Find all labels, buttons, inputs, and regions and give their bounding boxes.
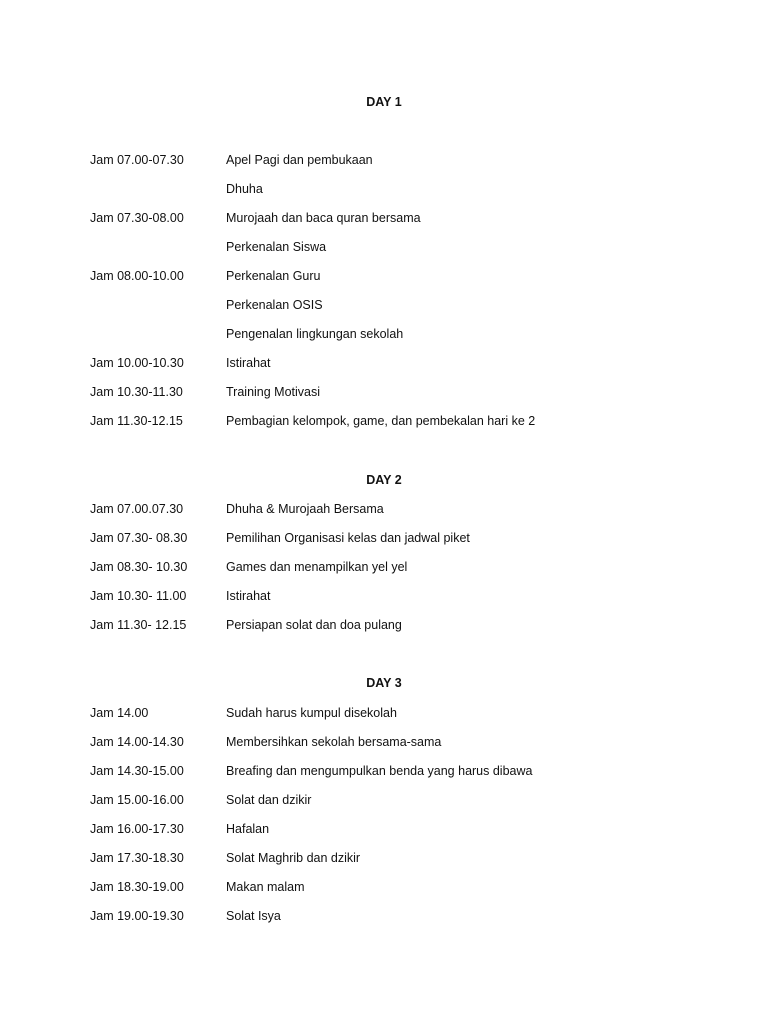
schedule-row: [90, 792, 710, 808]
schedule-row: [90, 588, 710, 604]
time-slot: Jam 07.30- 08.30: [90, 531, 188, 545]
activity: Solat dan dzikir: [226, 793, 312, 807]
schedule-row: [90, 734, 710, 750]
schedule-row: [90, 268, 710, 284]
time-slot: Jam 07.00.07.30: [90, 502, 184, 516]
activity: Murojaah dan baca quran bersama: [226, 211, 421, 225]
activity: Istirahat: [226, 356, 271, 370]
schedule-row: [90, 705, 710, 721]
schedule-row: [90, 501, 710, 517]
time-slot: Jam 14.00-14.30: [90, 735, 184, 749]
time-slot: Jam 16.00-17.30: [90, 822, 184, 836]
day2-heading: DAY 2: [366, 473, 402, 487]
day1-heading: DAY 1: [366, 95, 402, 109]
time-slot: Jam 07.00-07.30: [90, 153, 184, 167]
day3-heading: DAY 3: [366, 676, 402, 690]
schedule-row: [90, 181, 710, 197]
activity: Persiapan solat dan doa pulang: [226, 618, 402, 632]
activity: Membersihkan sekolah bersama-sama: [226, 735, 442, 749]
time-slot: Jam 10.00-10.30: [90, 356, 184, 370]
schedule-row: [90, 559, 710, 575]
time-slot: Jam 08.30- 10.30: [90, 560, 188, 574]
activity: Makan malam: [226, 880, 305, 894]
activity: Perkenalan Guru: [226, 269, 321, 283]
schedule-row: [90, 908, 710, 924]
activity: Istirahat: [226, 589, 271, 603]
time-slot: Jam 17.30-18.30: [90, 851, 184, 865]
schedule-row: [90, 763, 710, 779]
schedule-row: [90, 384, 710, 400]
schedule-row: [90, 530, 710, 546]
schedule-row: [90, 152, 710, 168]
time-slot: Jam 08.00-10.00: [90, 269, 184, 283]
time-slot: Jam 07.30-08.00: [90, 211, 184, 225]
activity: Hafalan: [226, 822, 270, 836]
time-slot: Jam 11.30- 12.15: [90, 618, 187, 632]
schedule-row: [90, 297, 710, 313]
activity: Pemilihan Organisasi kelas dan jadwal piket: [226, 531, 470, 545]
activity: Solat Maghrib dan dzikir: [226, 851, 361, 865]
activity: Solat Isya: [226, 909, 281, 923]
activity: Games dan menampilkan yel yel: [226, 560, 408, 574]
activity: Perkenalan OSIS: [226, 298, 323, 312]
time-slot: Jam 11.30-12.15: [90, 414, 183, 428]
schedule-row: [90, 210, 710, 226]
schedule-row: [90, 821, 710, 837]
activity: Pembagian kelompok, game, dan pembekalan hari ke 2: [226, 414, 536, 428]
activity: Apel Pagi dan pembukaan: [226, 153, 373, 167]
schedule-row: [90, 239, 710, 255]
activity: Breafing dan mengumpulkan benda yang harus dibawa: [226, 764, 533, 778]
time-slot: Jam 14.30-15.00: [90, 764, 184, 778]
time-slot: Jam 10.30- 11.00: [90, 589, 187, 603]
activity: Pengenalan lingkungan sekolah: [226, 327, 404, 341]
schedule-row: [90, 617, 710, 633]
schedule-row: [90, 355, 710, 371]
time-slot: Jam 18.30-19.00: [90, 880, 184, 894]
activity: Dhuha: [226, 182, 263, 196]
time-slot: Jam 19.00-19.30: [90, 909, 184, 923]
schedule-row: [90, 850, 710, 866]
time-slot: Jam 15.00-16.00: [90, 793, 184, 807]
schedule-row: [90, 413, 710, 429]
activity: Sudah harus kumpul disekolah: [226, 706, 397, 720]
activity: Training Motivasi: [226, 385, 321, 399]
time-slot: Jam 10.30-11.30: [90, 385, 183, 399]
schedule-row: [90, 879, 710, 895]
schedule-row: [90, 326, 710, 342]
activity: Perkenalan Siswa: [226, 240, 327, 254]
activity: Dhuha & Murojaah Bersama: [226, 502, 384, 516]
time-slot: Jam 14.00: [90, 706, 149, 720]
